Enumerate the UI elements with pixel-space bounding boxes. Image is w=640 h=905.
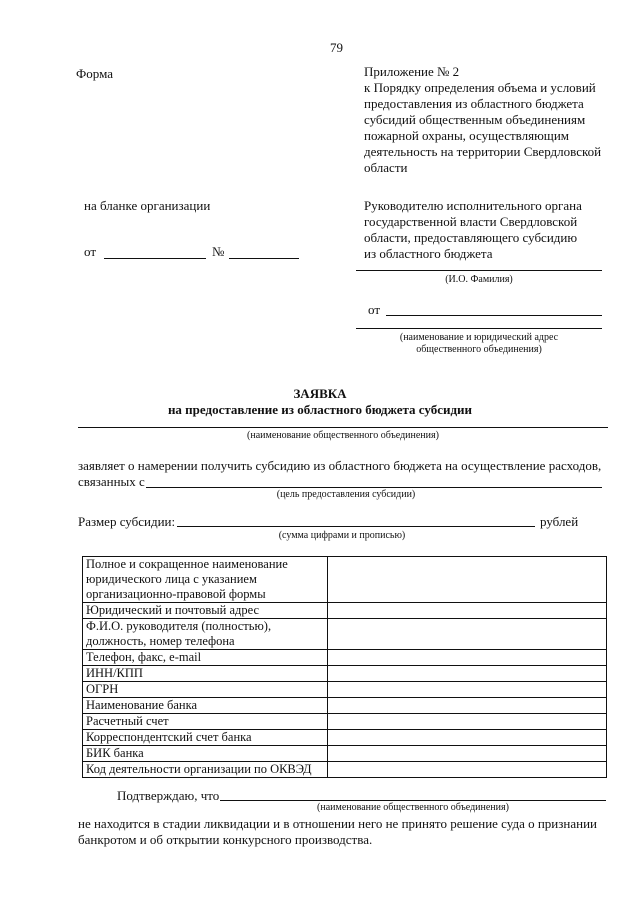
- document-title: ЗАЯВКА: [293, 386, 347, 401]
- appendix-line: предоставления из областного бюджета: [364, 96, 584, 111]
- addressee-line: Руководителю исполнительного органа: [364, 198, 582, 213]
- addressee-name-hint: (И.О. Фамилия): [445, 274, 513, 285]
- org-name-line-2[interactable]: [356, 328, 602, 329]
- row-label: Наименование банка: [83, 698, 328, 714]
- row-value[interactable]: [328, 557, 607, 603]
- table-row: [83, 746, 607, 762]
- table-row: [83, 730, 607, 746]
- addressee-line: области, предоставляющего субсидию: [364, 230, 578, 245]
- row-value[interactable]: [328, 603, 607, 619]
- intent-text: заявляет о намерении получить субсидию из областного бюджета на осуществление расходов,: [78, 458, 602, 473]
- row-value[interactable]: [328, 730, 607, 746]
- table-row: [83, 682, 607, 698]
- letterhead-from-label: от: [84, 244, 97, 259]
- confirmation-label: Подтверждаю, что: [117, 788, 220, 803]
- appendix-line: деятельность на территории Свердловской: [364, 144, 602, 159]
- amount-hint: (сумма цифрами и прописью): [278, 530, 406, 541]
- table-row: [83, 557, 607, 603]
- org-hint-line: общественного объединения): [416, 344, 542, 355]
- form-label: Форма: [76, 66, 113, 81]
- row-value[interactable]: [328, 666, 607, 682]
- appendix-line: субсидий общественным объединениям: [364, 112, 586, 127]
- row-label: ИНН/КПП: [83, 666, 328, 682]
- row-label: Ф.И.О. руководителя (полностью), должность, номер телефона: [83, 619, 328, 650]
- appendix-line: области: [364, 160, 408, 175]
- page-number: 79: [330, 40, 343, 55]
- row-label: Код деятельности организации по ОКВЭД: [83, 762, 328, 778]
- org-hint-line: (наименование и юридический адрес: [399, 332, 559, 343]
- table-row: [83, 714, 607, 730]
- org-name-line-1[interactable]: [386, 315, 602, 316]
- document-subtitle: на предоставление из областного бюджета субсидии: [167, 402, 473, 417]
- appendix-line: пожарной охраны, осуществляющим: [364, 128, 570, 143]
- table-row: [83, 619, 607, 650]
- addressee-from-label: от: [368, 302, 381, 317]
- letterhead-label: на бланке организации: [84, 198, 211, 213]
- row-label: Юридический и почтовый адрес: [83, 603, 328, 619]
- table-row: [83, 666, 607, 682]
- table-row: [83, 650, 607, 666]
- letterhead-number-label: №: [212, 244, 225, 259]
- number-field-line[interactable]: [229, 258, 299, 259]
- row-value[interactable]: [328, 746, 607, 762]
- row-value[interactable]: [328, 698, 607, 714]
- appendix-block: [364, 64, 634, 176]
- org-hint: [356, 332, 602, 356]
- intent-text-2: связанных с: [78, 474, 145, 489]
- addressee-block: [364, 198, 634, 262]
- amount-currency: рублей: [540, 514, 579, 529]
- table-row: [83, 762, 607, 778]
- row-value[interactable]: [328, 650, 607, 666]
- purpose-field-line[interactable]: [146, 487, 602, 488]
- table-row: [83, 698, 607, 714]
- applicant-name-line[interactable]: [78, 427, 608, 428]
- confirmation-org-line[interactable]: [220, 800, 606, 801]
- row-value[interactable]: [328, 619, 607, 650]
- appendix-line: к Порядку определения объема и условий: [364, 80, 596, 95]
- amount-label: Размер субсидии:: [78, 514, 176, 529]
- confirmation-text-2: банкротом и об открытии конкурсного производства.: [78, 832, 373, 847]
- row-value[interactable]: [328, 714, 607, 730]
- confirmation-hint: (наименование общественного объединения): [317, 802, 509, 813]
- purpose-hint: (цель предоставления субсидии): [276, 489, 416, 500]
- applicant-details-table: [82, 556, 607, 778]
- addressee-name-line[interactable]: [356, 270, 602, 271]
- row-label: Телефон, факс, e-mail: [83, 650, 328, 666]
- addressee-line: государственной власти Свердловской: [364, 214, 578, 229]
- addressee-line: из областного бюджета: [364, 246, 493, 261]
- row-label: Корреспондентский счет банка: [83, 730, 328, 746]
- row-value[interactable]: [328, 682, 607, 698]
- amount-field-line[interactable]: [177, 526, 535, 527]
- appendix-line: Приложение № 2: [364, 64, 460, 79]
- row-value[interactable]: [328, 762, 607, 778]
- row-label: ОГРН: [83, 682, 328, 698]
- confirmation-text: не находится в стадии ликвидации и в отношении него не принято решение суда о признании: [78, 816, 597, 831]
- applicant-name-hint: (наименование общественного объединения): [247, 430, 439, 441]
- row-label: Расчетный счет: [83, 714, 328, 730]
- row-label: БИК банка: [83, 746, 328, 762]
- row-label: Полное и сокращенное наименование юридического лица с указанием организационно-правовой формы: [83, 557, 328, 603]
- table-row: [83, 603, 607, 619]
- date-field-line[interactable]: [104, 258, 206, 259]
